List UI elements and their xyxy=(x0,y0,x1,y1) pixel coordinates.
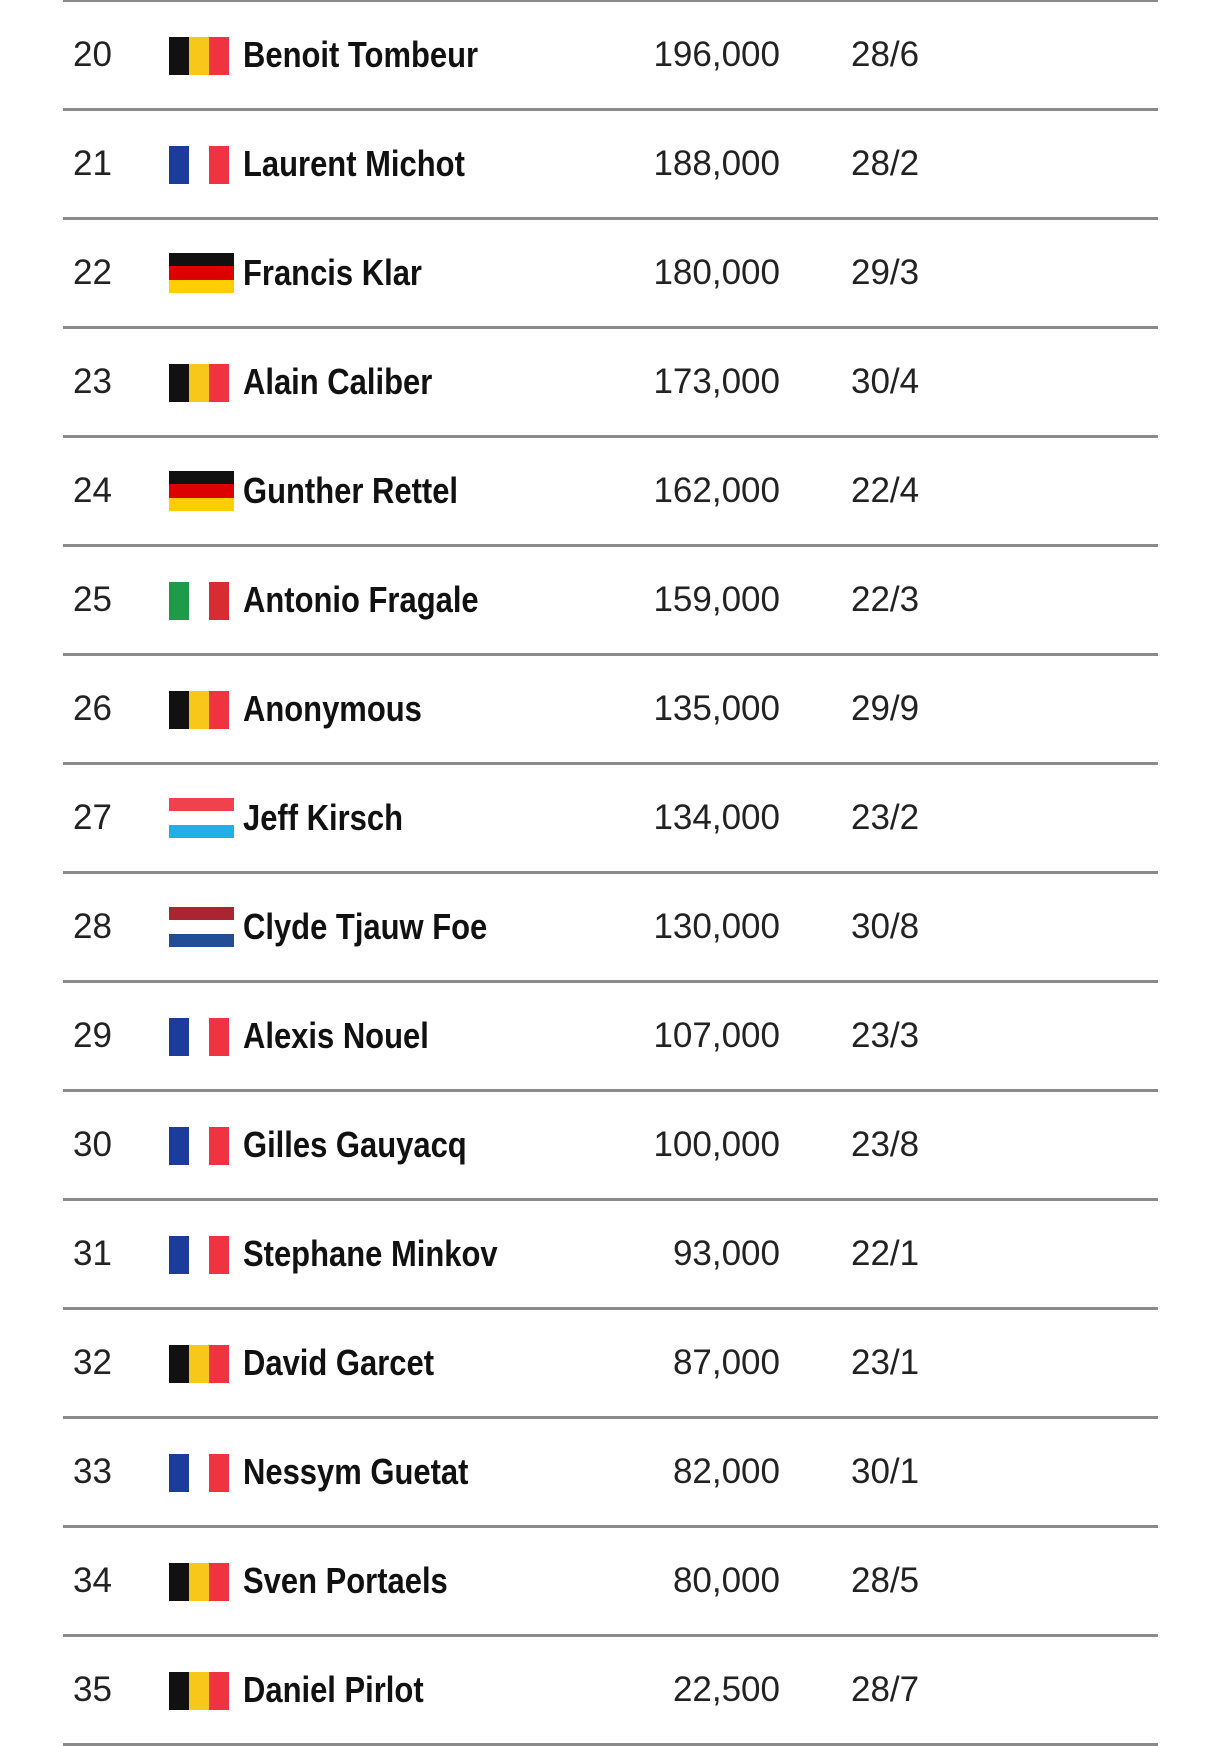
player-record: 23/1 xyxy=(851,1343,920,1382)
player-record: 28/5 xyxy=(851,1561,920,1600)
player-points: 22,500 xyxy=(672,1670,780,1709)
netherlands-flag-icon xyxy=(169,907,234,947)
flag-band xyxy=(169,582,189,620)
flag-band xyxy=(189,1563,209,1601)
table-row xyxy=(63,1419,1158,1528)
flag-band xyxy=(169,1018,189,1056)
belgium-flag-icon xyxy=(169,1672,229,1710)
table-row xyxy=(63,111,1158,220)
flag-band xyxy=(169,1672,189,1710)
player-record: 30/1 xyxy=(851,1452,920,1491)
flag-band xyxy=(169,920,234,933)
player-record: 23/2 xyxy=(851,798,920,837)
belgium-flag-icon xyxy=(169,1345,229,1383)
player-record: 22/1 xyxy=(851,1234,920,1273)
player-points: 180,000 xyxy=(653,253,780,292)
player-name: Jeff Kirsch xyxy=(243,797,404,838)
player-record: 22/4 xyxy=(851,471,920,510)
germany-flag-icon xyxy=(169,471,234,511)
flag-band xyxy=(209,1345,229,1383)
rank-number: 35 xyxy=(73,1670,112,1709)
player-points: 188,000 xyxy=(653,144,780,183)
flag-band xyxy=(189,364,209,402)
flag-band xyxy=(169,798,234,811)
flag-band xyxy=(169,1563,189,1601)
flag-band xyxy=(209,1236,229,1274)
table-row xyxy=(63,1092,1158,1201)
flag-band xyxy=(209,582,229,620)
player-points: 100,000 xyxy=(653,1125,780,1164)
flag-band xyxy=(169,811,234,824)
flag-band xyxy=(169,484,234,497)
ranking-table xyxy=(63,0,1158,1746)
italy-flag-icon xyxy=(169,582,229,620)
luxembourg-flag-icon xyxy=(169,798,234,838)
france-flag-icon xyxy=(169,1018,229,1056)
player-points: 82,000 xyxy=(672,1452,780,1491)
player-name: Antonio Fragale xyxy=(243,579,479,620)
flag-band xyxy=(209,1563,229,1601)
player-points: 134,000 xyxy=(653,798,780,837)
rank-number: 33 xyxy=(73,1452,112,1491)
player-points: 173,000 xyxy=(653,362,780,401)
player-points: 80,000 xyxy=(672,1561,780,1600)
table-row xyxy=(63,874,1158,983)
flag-band xyxy=(209,364,229,402)
flag-band xyxy=(189,1345,209,1383)
flag-band xyxy=(189,1236,209,1274)
rank-number: 23 xyxy=(73,362,112,401)
rank-number: 20 xyxy=(73,35,112,74)
table-row xyxy=(63,438,1158,547)
player-name: Benoit Tombeur xyxy=(243,34,479,75)
flag-band xyxy=(169,364,189,402)
flag-band xyxy=(209,37,229,75)
player-record: 30/8 xyxy=(851,907,920,946)
belgium-flag-icon xyxy=(169,1563,229,1601)
player-name: Stephane Minkov xyxy=(243,1233,498,1274)
table-row xyxy=(63,1201,1158,1310)
player-name: Gunther Rettel xyxy=(243,470,459,511)
player-points: 159,000 xyxy=(653,580,780,619)
table-row xyxy=(63,1528,1158,1637)
flag-band xyxy=(169,471,234,484)
table-row xyxy=(63,329,1158,438)
rank-number: 31 xyxy=(73,1234,112,1273)
table-row xyxy=(63,220,1158,329)
flag-band xyxy=(169,691,189,729)
player-points: 135,000 xyxy=(653,689,780,728)
player-record: 22/3 xyxy=(851,580,920,619)
rank-number: 27 xyxy=(73,798,112,837)
rank-number: 26 xyxy=(73,689,112,728)
player-record: 28/6 xyxy=(851,35,920,74)
flag-band xyxy=(169,1345,189,1383)
france-flag-icon xyxy=(169,1127,229,1165)
player-record: 28/2 xyxy=(851,144,920,183)
flag-band xyxy=(169,1236,189,1274)
flag-band xyxy=(169,934,234,947)
table-row xyxy=(63,656,1158,765)
flag-band xyxy=(209,146,229,184)
flag-band xyxy=(169,146,189,184)
player-points: 87,000 xyxy=(672,1343,780,1382)
player-record: 23/3 xyxy=(851,1016,920,1055)
france-flag-icon xyxy=(169,146,229,184)
flag-band xyxy=(189,37,209,75)
rank-number: 22 xyxy=(73,253,112,292)
flag-band xyxy=(189,146,209,184)
player-name: Alain Caliber xyxy=(243,361,433,402)
flag-band xyxy=(169,266,234,279)
table-row xyxy=(63,2,1158,111)
player-name: Francis Klar xyxy=(243,252,422,293)
player-name: Clyde Tjauw Foe xyxy=(243,906,488,947)
belgium-flag-icon xyxy=(169,691,229,729)
flag-band xyxy=(189,1018,209,1056)
germany-flag-icon xyxy=(169,253,234,293)
rank-number: 34 xyxy=(73,1561,112,1600)
ranking-rows xyxy=(63,2,1158,1746)
flag-band xyxy=(189,691,209,729)
table-row xyxy=(63,983,1158,1092)
flag-band xyxy=(209,1454,229,1492)
rank-number: 21 xyxy=(73,144,112,183)
rank-number: 29 xyxy=(73,1016,112,1055)
player-record: 29/9 xyxy=(851,689,920,728)
player-name: Alexis Nouel xyxy=(243,1015,429,1056)
player-record: 30/4 xyxy=(851,362,920,401)
player-record: 23/8 xyxy=(851,1125,920,1164)
flag-band xyxy=(189,1672,209,1710)
france-flag-icon xyxy=(169,1454,229,1492)
rank-number: 28 xyxy=(73,907,112,946)
flag-band xyxy=(169,253,234,266)
flag-band xyxy=(209,691,229,729)
player-points: 107,000 xyxy=(653,1016,780,1055)
player-points: 196,000 xyxy=(653,35,780,74)
flag-band xyxy=(209,1672,229,1710)
player-points: 162,000 xyxy=(653,471,780,510)
player-name: Nessym Guetat xyxy=(243,1451,469,1492)
player-points: 93,000 xyxy=(672,1234,780,1273)
player-name: Daniel Pirlot xyxy=(243,1669,424,1710)
france-flag-icon xyxy=(169,1236,229,1274)
flag-band xyxy=(189,1127,209,1165)
flag-band xyxy=(169,280,234,293)
table-row xyxy=(63,547,1158,656)
player-name: Laurent Michot xyxy=(243,143,465,184)
rank-number: 30 xyxy=(73,1125,112,1164)
flag-band xyxy=(169,907,234,920)
flag-band xyxy=(169,825,234,838)
player-name: Gilles Gauyacq xyxy=(243,1124,467,1165)
flag-band xyxy=(189,582,209,620)
player-name: David Garcet xyxy=(243,1342,435,1383)
player-points: 130,000 xyxy=(653,907,780,946)
rank-number: 32 xyxy=(73,1343,112,1382)
table-row xyxy=(63,765,1158,874)
flag-band xyxy=(169,1127,189,1165)
belgium-flag-icon xyxy=(169,364,229,402)
player-record: 29/3 xyxy=(851,253,920,292)
rank-number: 25 xyxy=(73,580,112,619)
flag-band xyxy=(169,498,234,511)
flag-band xyxy=(169,37,189,75)
player-name: Anonymous xyxy=(243,688,422,729)
table-row xyxy=(63,1637,1158,1746)
player-name: Sven Portaels xyxy=(243,1560,448,1601)
flag-band xyxy=(209,1127,229,1165)
table-row xyxy=(63,1310,1158,1419)
belgium-flag-icon xyxy=(169,37,229,75)
player-record: 28/7 xyxy=(851,1670,920,1709)
rank-number: 24 xyxy=(73,471,112,510)
flag-band xyxy=(169,1454,189,1492)
flag-band xyxy=(209,1018,229,1056)
flag-band xyxy=(189,1454,209,1492)
